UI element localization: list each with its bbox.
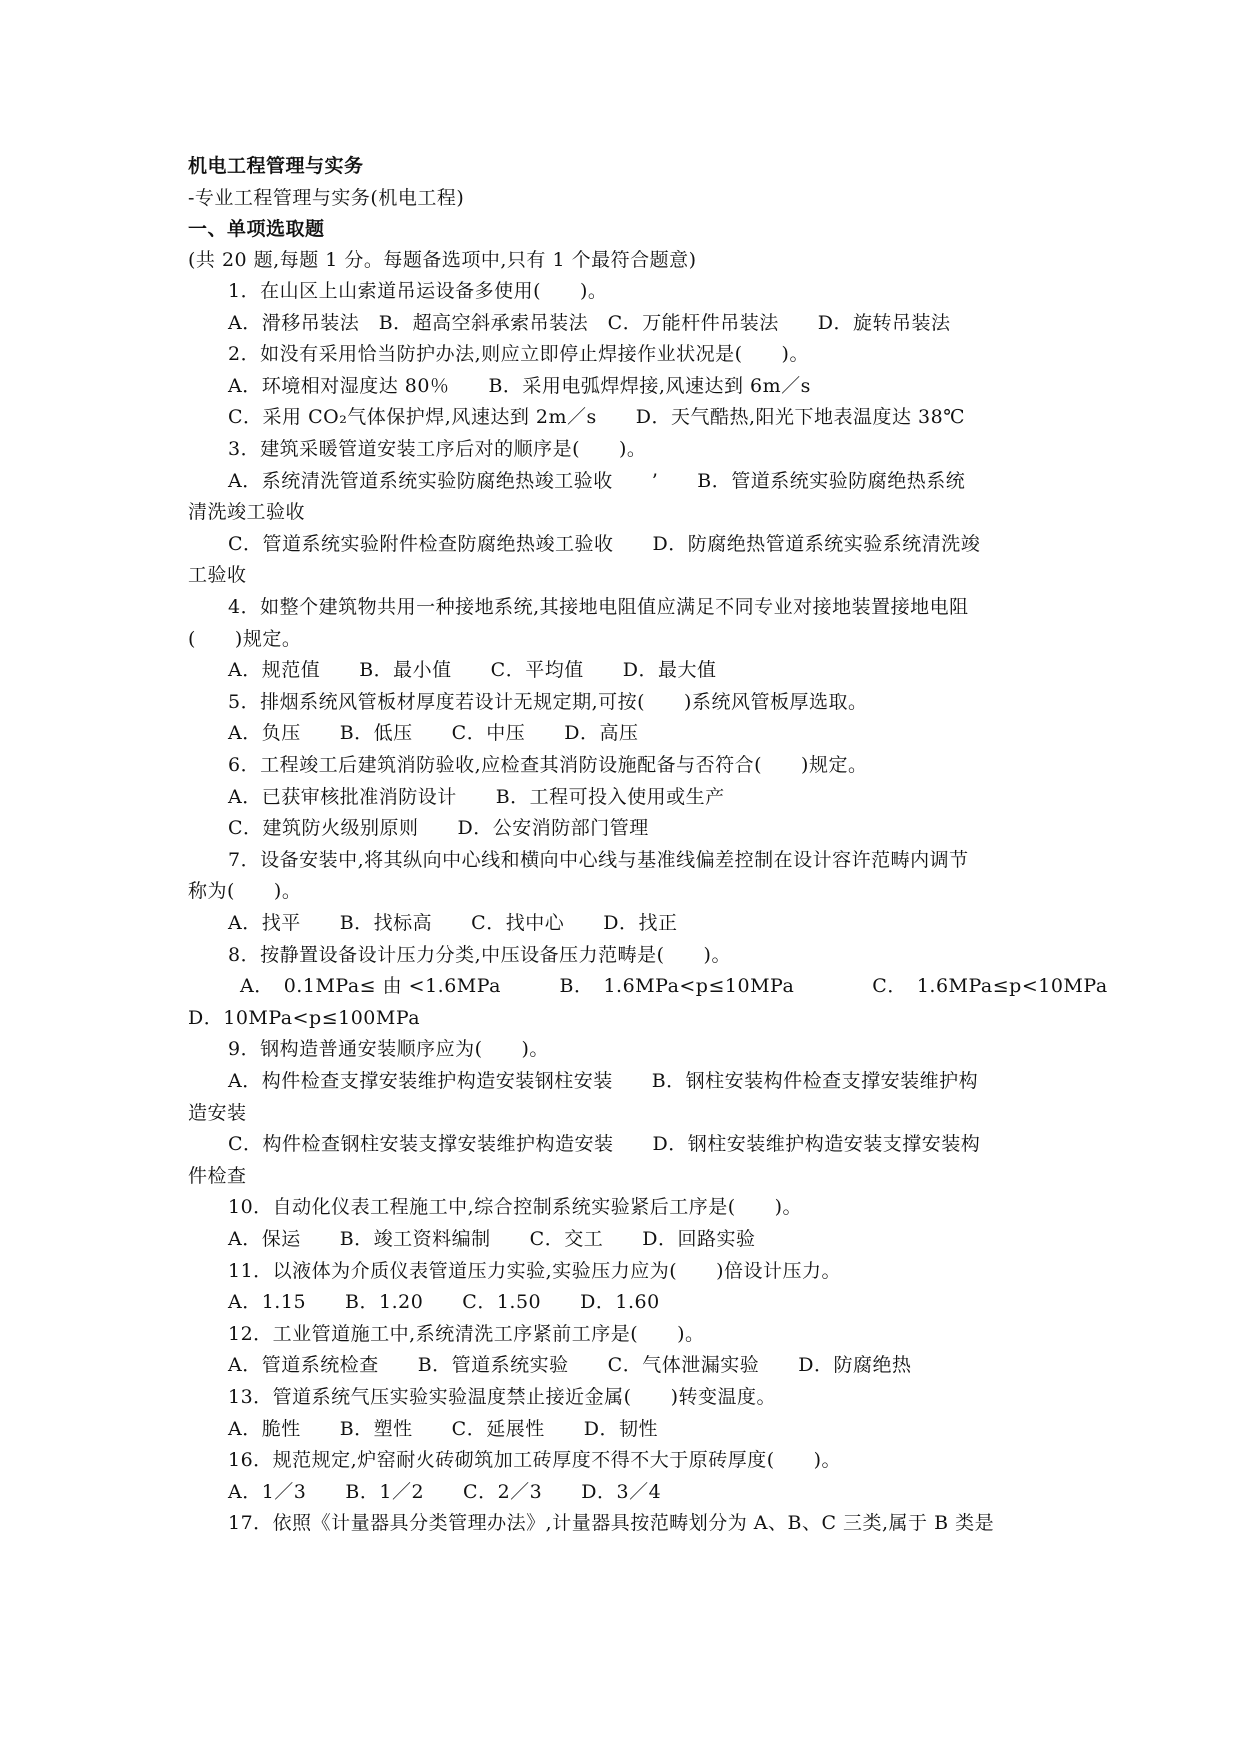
question-line-q7o: A．找平 B．找标高 C．找中心 D．找正	[228, 912, 678, 934]
question-line-q17: 17．依照《计量器具分类管理办法》,计量器具按范畴划分为 A、B、C 三类,属于 B 类是	[228, 1512, 995, 1534]
question-line-q9o1: A．构件检查支撑安装维护构造安装钢柱安装 B．钢柱安装构件检查支撑安装维护构	[228, 1070, 979, 1092]
question-line-q3: 3．建筑采暖管道安装工序后对的顺序是( )。	[228, 438, 647, 460]
question-line-q3o1b: 清洗竣工验收	[188, 501, 306, 523]
question-line-q10: 10．自动化仪表工程施工中,综合控制系统实验紧后工序是( )。	[228, 1196, 803, 1218]
question-line-q4b: ( )规定。	[188, 628, 302, 650]
question-line-q11: 11．以液体为介质仪表管道压力实验,实验压力应为( )倍设计压力。	[228, 1260, 842, 1282]
question-line-q8ob: D．10MPa<p≤100MPa	[188, 1007, 421, 1029]
section-heading: 一、单项选取题	[188, 218, 325, 240]
question-line-q6o2: C．建筑防火级别原则 D．公安消防部门管理	[228, 817, 649, 839]
question-line-q13: 13．管道系统气压实验实验温度禁止接近金属( )转变温度。	[228, 1386, 777, 1408]
question-line-q8: 8．按静置设备设计压力分类,中压设备压力范畴是( )。	[228, 944, 731, 966]
question-line-q8o: A． 0.1MPa≤ 由 <1.6MPa B． 1.6MPa<p≤10MPa C． 1.6MPa≤p<10MPa	[240, 975, 1108, 997]
question-line-q4: 4．如整个建筑物共用一种接地系统,其接地电阻值应满足不同专业对接地装置接地电阻	[228, 596, 969, 618]
question-line-q3o2: C．管道系统实验附件检查防腐绝热竣工验收 D．防腐绝热管道系统实验系统清洗竣	[228, 533, 981, 555]
question-line-q16: 16．规范规定,炉窑耐火砖砌筑加工砖厚度不得不大于原砖厚度( )。	[228, 1449, 842, 1471]
question-line-q6: 6．工程竣工后建筑消防验收,应检查其消防设施配备与否符合( )规定。	[228, 754, 868, 776]
question-line-q1o: A．滑移吊装法 B．超高空斜承索吊装法 C．万能杆件吊装法 D．旋转吊装法	[228, 312, 951, 334]
question-line-q6o1: A．已获审核批准消防设计 B．工程可投入使用或生产	[228, 786, 725, 808]
question-line-q3o2b: 工验收	[188, 564, 247, 586]
question-line-q2o2: C．采用 CO₂气体保护焊,风速达到 2m／s D．天气酷热,阳光下地表温度达 38℃	[228, 406, 965, 428]
question-line-q12: 12．工业管道施工中,系统清洗工序紧前工序是( )。	[228, 1323, 705, 1345]
question-line-q13o: A．脆性 B．塑性 C．延展性 D．韧性	[228, 1418, 658, 1440]
question-line-q10o: A．保运 B．竣工资料编制 C．交工 D．回路实验	[228, 1228, 756, 1250]
doc-subtitle: -专业工程管理与实务(机电工程)	[188, 187, 465, 209]
question-line-q5: 5．排烟系统风管板材厚度若设计无规定期,可按( )系统风管板厚选取。	[228, 691, 868, 713]
question-line-q11o: A．1.15 B．1.20 C．1.50 D．1.60	[228, 1291, 660, 1313]
question-line-q3o1: A．系统清洗管道系统实验防腐绝热竣工验收 ’ B．管道系统实验防腐绝热系统	[228, 470, 966, 492]
question-line-q9: 9．钢构造普通安装顺序应为( )。	[228, 1038, 549, 1060]
question-line-q16o: A．1／3 B．1／2 C．2／3 D．3／4	[228, 1481, 662, 1503]
question-line-q9o2b: 件检查	[188, 1165, 247, 1187]
question-line-q4o: A．规范值 B．最小值 C．平均值 D．最大值	[228, 659, 717, 681]
question-line-q1: 1．在山区上山索道吊运设备多使用( )。	[228, 280, 608, 302]
doc-title: 机电工程管理与实务	[188, 155, 364, 177]
question-line-q12o: A．管道系统检查 B．管道系统实验 C．气体泄漏实验 D．防腐绝热	[228, 1354, 912, 1376]
question-line-q2: 2．如没有采用恰当防护办法,则应立即停止焊接作业状况是( )。	[228, 343, 809, 365]
question-line-q9o1b: 造安装	[188, 1102, 247, 1124]
question-line-q9o2: C．构件检查钢柱安装支撑安装维护构造安装 D．钢柱安装维护构造安装支撑安装构	[228, 1133, 981, 1155]
question-line-q7b: 称为( )。	[188, 880, 302, 902]
question-line-q7: 7．设备安装中,将其纵向中心线和横向中心线与基准线偏差控制在设计容许范畴内调节	[228, 849, 969, 871]
question-line-q2o1: A．环境相对湿度达 80％ B．采用电弧焊焊接,风速达到 6m／s	[228, 375, 811, 397]
section-instructions: (共 20 题,每题 1 分。每题备选项中,只有 1 个最符合题意)	[188, 249, 697, 271]
question-line-q5o: A．负压 B．低压 C．中压 D．高压	[228, 722, 639, 744]
